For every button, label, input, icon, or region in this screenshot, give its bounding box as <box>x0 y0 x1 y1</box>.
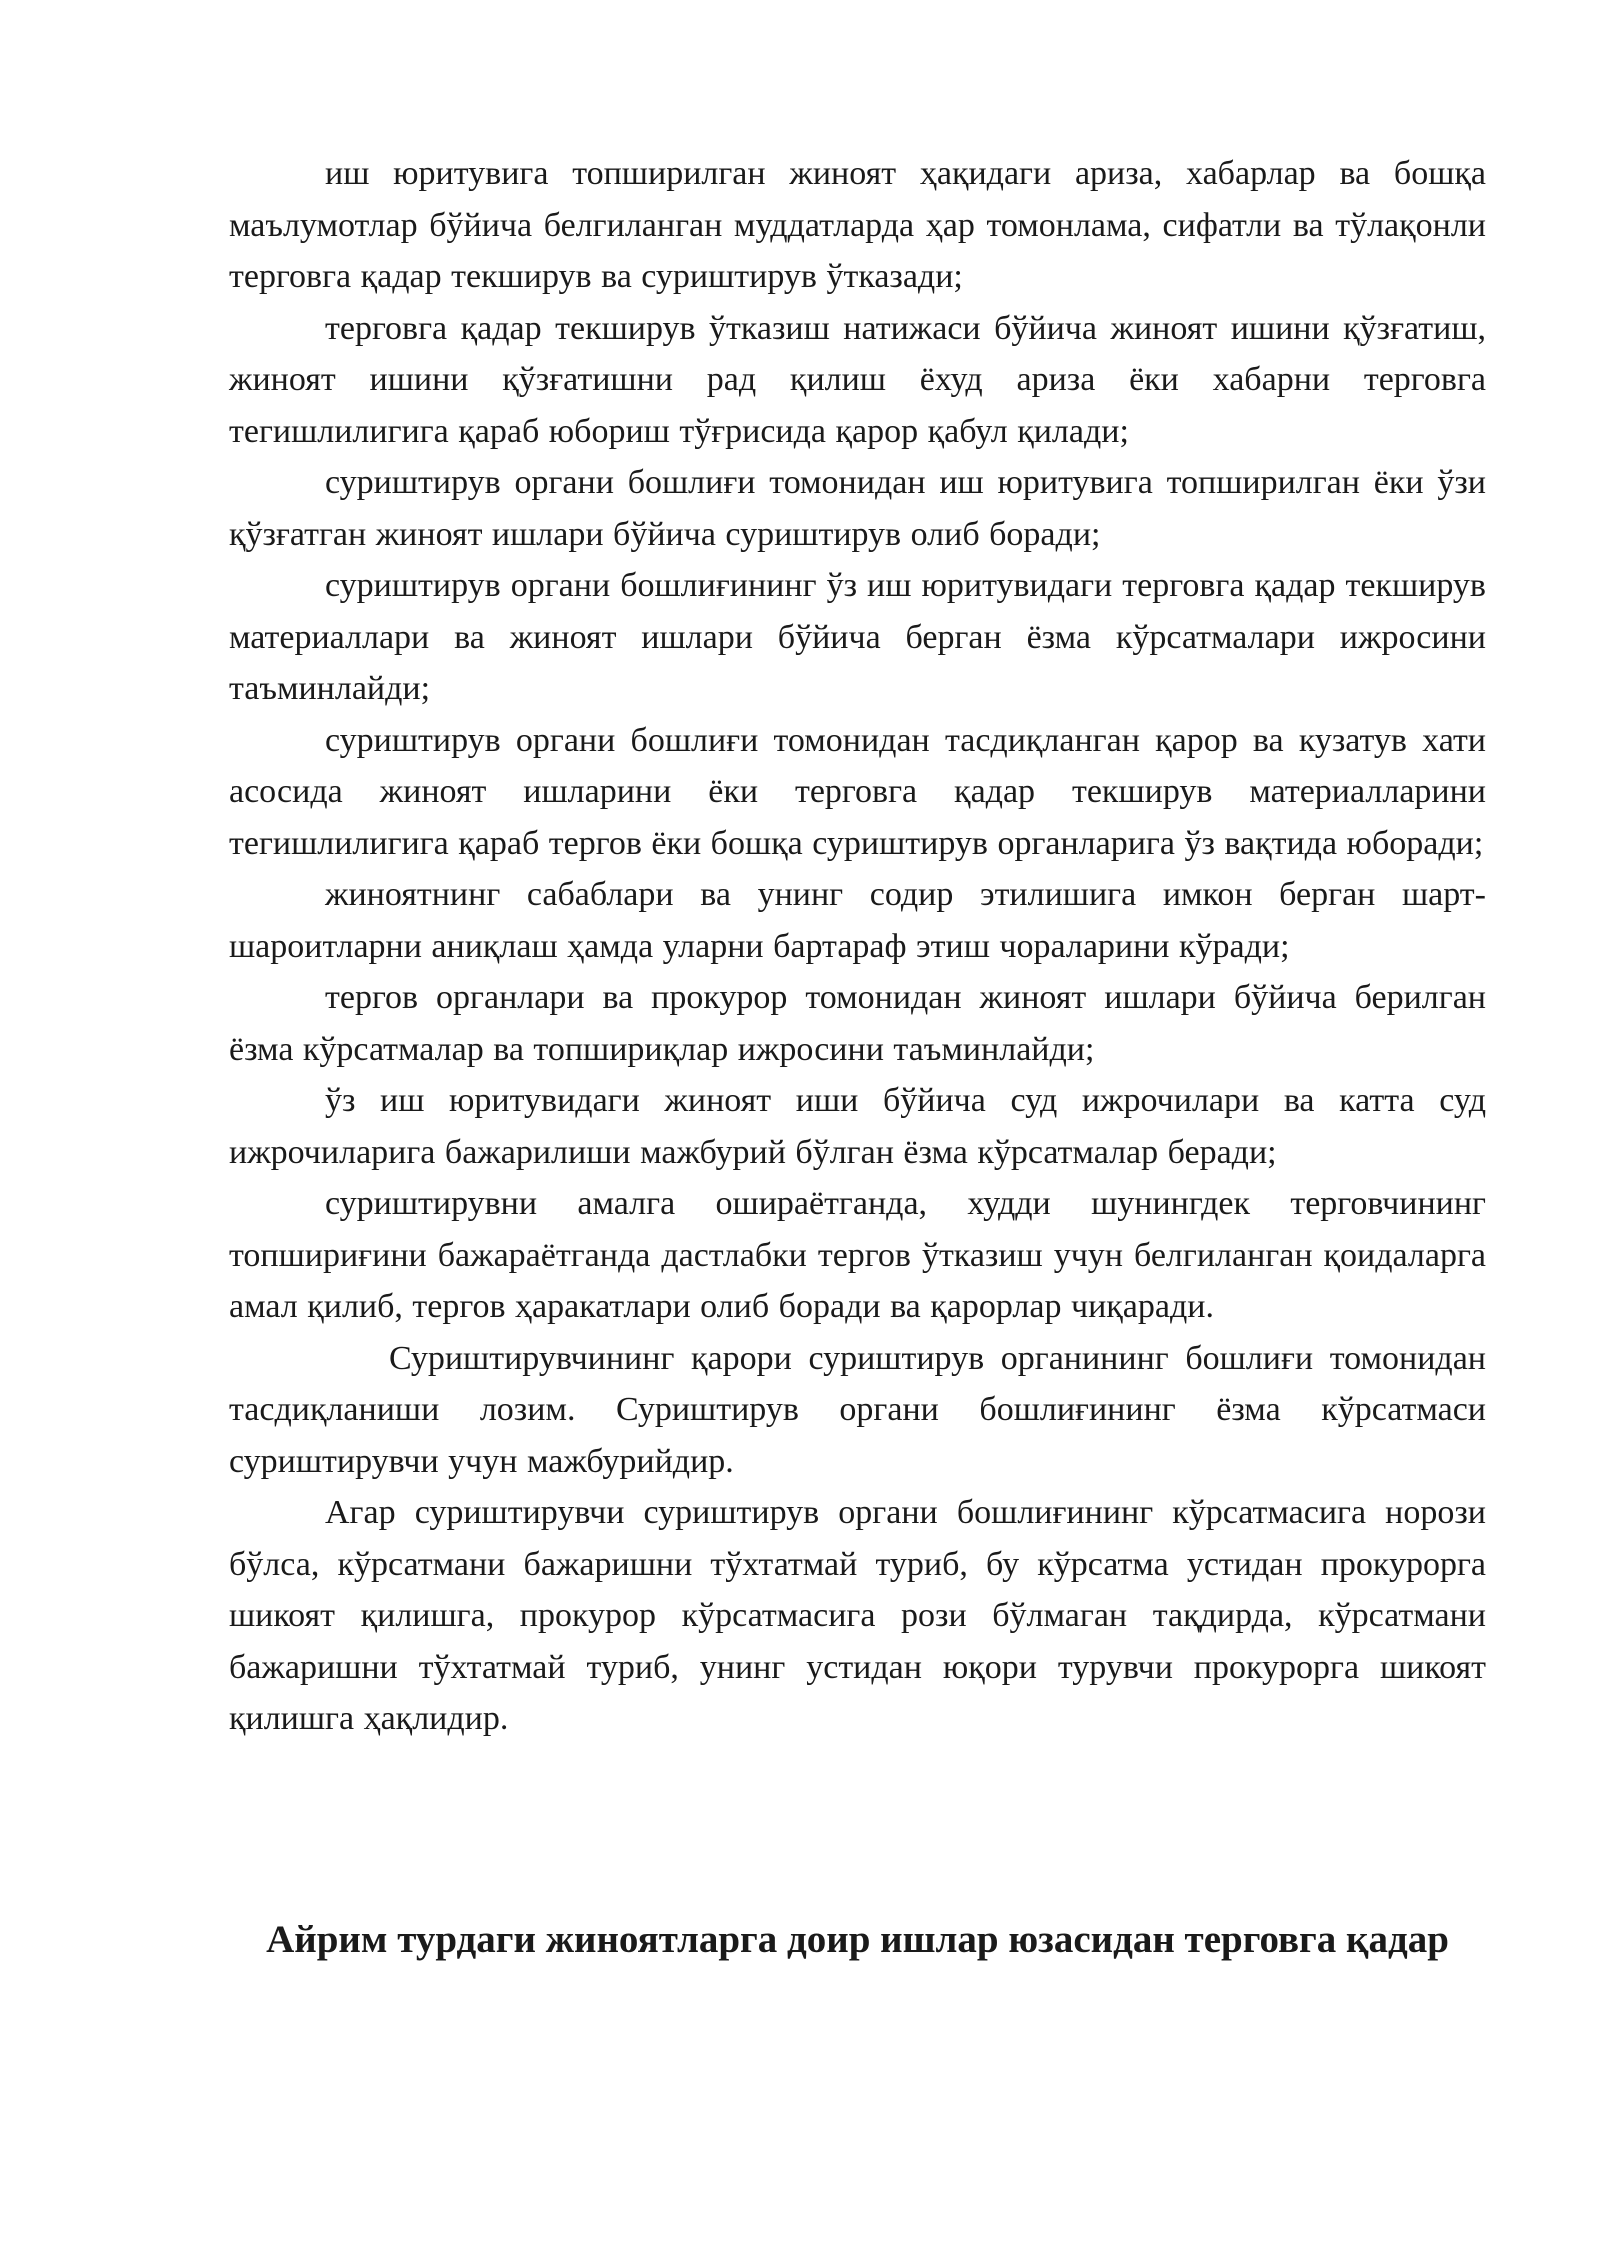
paragraph-6: жиноятнинг сабаблари ва унинг содир этилишига имкон берган шарт-шароитларни аниқлаш ҳамда уларни бартараф этиш чораларини кўради; <box>229 876 1486 965</box>
paragraph-7: тергов органлари ва прокурор томонидан жиноят ишлари бўйича берилган ёзма кўрсатмалар ва топшириқлар ижросини таъминлайди; <box>229 979 1486 1068</box>
paragraph-1: иш юритувига топширилган жиноят ҳақидаги ариза, хабарлар ва бошқа маълумотлар бўйича белгиланган муддатларда ҳар томонлама, сифатли ва тўлақонли терговга қадар текширув ва суриштирув ўтказади; <box>229 155 1486 295</box>
paragraph-8: ўз иш юритувидаги жиноят иши бўйича суд ижрочилари ва катта суд ижрочиларига бажарилиши мажбурий бўлган ёзма кўрсатмалар беради; <box>229 1082 1486 1171</box>
paragraph-9: суриштирувни амалга ошираётганда, худди шунингдек терговчининг топшириғини бажараётганда дастлабки тергов ўтказиш учун белгиланган қоидаларга амал қилиб, тергов ҳаракатлари олиб боради ва қарорлар чиқаради. <box>229 1185 1486 1325</box>
paragraph-2: терговга қадар текширув ўтказиш натижаси бўйича жиноят ишини қўзғатиш, жиноят ишини қўзғатишни рад қилиш ёхуд ариза ёки хабарни терговга тегишлилигига қараб юбориш тўғрисида қарор қабул қилади; <box>229 309 1486 450</box>
section-heading: Айрим турдаги жиноятларга доир ишлар юзасидан терговга қадар <box>266 1918 1449 1961</box>
paragraph-10: Суриштирувчининг қарори суриштирув органининг бошлиғи томонидан тасдиқланиши лозим. Суриштирув органи бошлиғининг ёзма кўрсатмаси суриштирувчи учун мажбурийдир. <box>229 1339 1486 1480</box>
paragraph-3: суриштирув органи бошлиғи томонидан иш юритувига топширилган ёки ўзи қўзғатган жиноят ишлари бўйича суриштирув олиб боради; <box>229 464 1486 553</box>
paragraph-4: суриштирув органи бошлиғининг ўз иш юритувидаги терговга қадар текширув материаллари ва жиноят ишлари бўйича берган ёзма кўрсатмалари ижросини таъминлайди; <box>229 567 1486 707</box>
paragraph-5: суриштирув органи бошлиғи томонидан тасдиқланган қарор ва кузатув хати асосида жиноят ишларини ёки терговга қадар текширув материалларини тегишлилигига қараб тергов ёки бошқа суриштирув органларига ўз вақтида юборади; <box>229 721 1486 862</box>
document-body <box>229 148 1486 1745</box>
paragraph-11: Агар суриштирувчи суриштирув органи бошлиғининг кўрсатмасига норози бўлса, кўрсатмани бажаришни тўхтатмай туриб, бу кўрсатма устидан прокурорга шикоят қилишга, прокурор кўрсатмасига рози бўлмаган тақдирда, кўрсатмани бажаришни тўхтатмай туриб, унинг устидан юқори турувчи прокурорга шикоят қилишга ҳақлидир. <box>229 1494 1486 1737</box>
